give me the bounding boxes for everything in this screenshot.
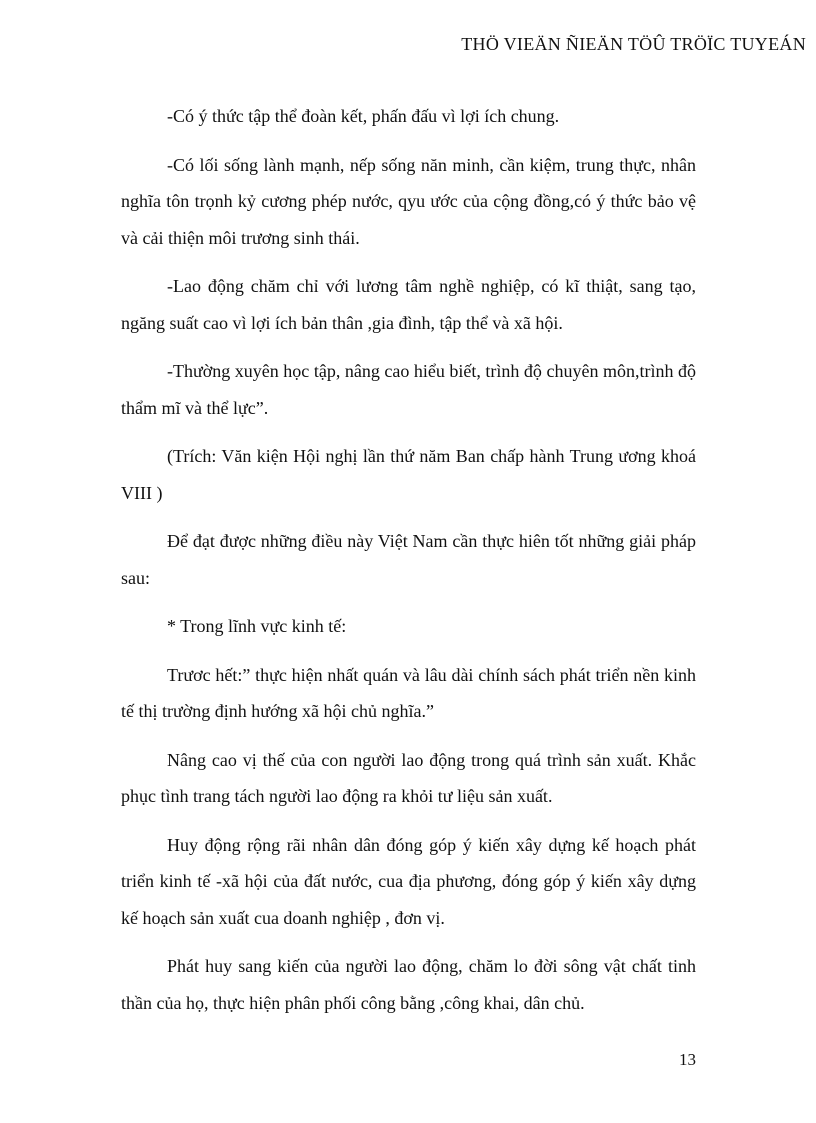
paragraph: -Có lối sống lành mạnh, nếp sống năn minh, cần kiệm, trung thực, nhân nghĩa tôn trọnh kỷ cương phép nước, qyu ước của cộng đồng,có ý thức bảo vệ và cải thiện môi trương sinh thái. bbox=[121, 154, 696, 248]
paragraph: Trươc hết:” thực hiện nhất quán và lâu dài chính sách phát triển nền kinh tế thị trường định hướng xã hội chủ nghĩa.” bbox=[121, 664, 696, 721]
page-header-title: THÖ VIEÄN ÑIEÄN TÖÛ TRÖÏC TUYEÁN bbox=[461, 34, 806, 54]
paragraph: Huy động rộng rãi nhân dân đóng góp ý kiến xây dựng kế hoạch phát triển kinh tế -xã hội của đất nước, cua địa phương, đóng góp ý kiến xây dựng kế hoạch sản xuất cua doanh nghiệp , đơn vị. bbox=[121, 834, 696, 928]
paragraph: -Lao động chăm chỉ với lương tâm nghề nghiệp, có kĩ thiật, sang tạo, ngăng suất cao vì lợi ích bản thân ,gia đình, tập thể và xã hội. bbox=[121, 276, 696, 333]
paragraph: Phát huy sang kiến của người lao động, chăm lo đời sông vật chất tinh thần của họ, thực hiện phân phối công bằng ,công khai, dân chủ. bbox=[121, 956, 696, 1013]
paragraph: -Thường xuyên học tập, nâng cao hiểu biết, trình độ chuyên môn,trình độ thẩm mĩ và thể lực”. bbox=[121, 361, 696, 418]
page-number: 13 bbox=[679, 1050, 696, 1069]
paragraph: (Trích: Văn kiện Hội nghị lần thứ năm Ban chấp hành Trung ương khoá VIII ) bbox=[121, 446, 696, 503]
document-body bbox=[121, 98, 696, 1033]
paragraph: Để đạt được những điều này Việt Nam cần thực hiên tốt những giải pháp sau: bbox=[121, 531, 696, 588]
paragraph: * Trong lĩnh vực kinh tế: bbox=[167, 616, 347, 636]
paragraph: -Có ý thức tập thể đoàn kết, phấn đấu vì lợi ích chung. bbox=[167, 106, 560, 126]
paragraph: Nâng cao vị thế của con người lao động trong quá trình sản xuất. Khắc phục tình trang tách người lao động ra khỏi tư liệu sản xuất. bbox=[121, 749, 696, 806]
